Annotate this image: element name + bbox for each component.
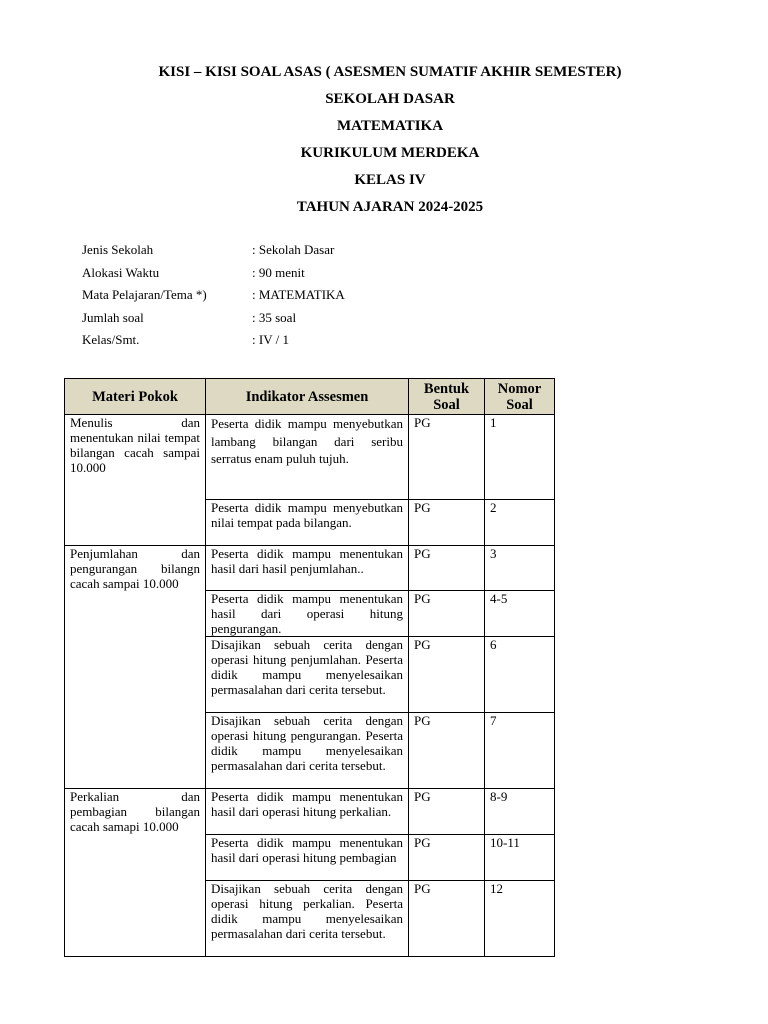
nomor-cell: 7 [485,713,555,789]
bentuk-cell: PG [409,415,485,500]
indikator-cell: Disajikan sebuah cerita dengan operasi hitung penjumlahan. Peserta didik mampu menyelesaikan permasalahan dari cerita tersebut. [206,637,409,713]
title-line: TAHUN AJARAN 2024-2025 [296,199,484,215]
materi-cell: Penjumlahan dan pengurangan bilangn cacah sampai 10.000 [65,546,206,789]
info-value: : MATEMATIKA [252,287,345,303]
info-value: : IV / 1 [252,332,289,348]
indikator-cell: Peserta didik mampu menentukan hasil dari operasi hitung perkalian. [206,789,409,835]
bentuk-cell: PG [409,500,485,546]
title-line: SEKOLAH DASAR [325,91,455,107]
table-row [65,546,555,591]
header-nomor-soal: Nomor Soal [485,379,555,415]
info-value: : Sekolah Dasar [252,242,335,257]
bentuk-cell: PG [409,713,485,789]
nomor-cell: 8-9 [485,789,555,835]
nomor-cell: 10-11 [485,835,555,881]
bentuk-cell: PG [409,591,485,637]
table-header-row [65,379,555,415]
header-materi-pokok: Materi Pokok [65,379,206,415]
bentuk-cell: PG [409,637,485,713]
info-label: Jumlah soal [82,309,144,325]
indikator-cell: Peserta didik mampu menentukan hasil dari operasi hitung pengurangan. [206,591,409,637]
nomor-cell: 12 [485,881,555,957]
table-row [65,789,555,835]
title-line: MATEMATIKA [336,118,444,134]
info-value: : 90 menit [252,264,305,280]
info-value: : 35 soal [252,309,297,325]
nomor-cell: 3 [485,546,555,591]
materi-cell: Perkalian dan pembagian bilangan cacah samapi 10.000 [65,789,206,957]
indikator-cell: Disajikan sebuah cerita dengan operasi hitung pengurangan. Peserta didik mampu menyelesaikan permasalahan dari cerita tersebut. [206,713,409,789]
bentuk-cell: PG [409,881,485,957]
title-line: KURIKULUM MERDEKA [300,145,480,161]
header-indikator-assesmen: Indikator Assesmen [206,379,409,415]
kisi-kisi-table [64,378,555,957]
info-label: Kelas/Smt. [82,332,140,348]
indikator-cell: Peserta didik mampu menentukan hasil dari operasi hitung pembagian [206,835,409,881]
bentuk-cell: PG [409,546,485,591]
nomor-cell: 6 [485,637,555,713]
indikator-cell: Peserta didik mampu menentukan hasil dari hasil penjumlahan.. [206,546,409,591]
bentuk-cell: PG [409,789,485,835]
info-label: Mata Pelajaran/Tema *) [82,287,207,303]
nomor-cell: 2 [485,500,555,546]
header-bentuk-soal: Bentuk Soal [409,379,485,415]
indikator-cell: Disajikan sebuah cerita dengan operasi hitung perkalian. Peserta didik mampu menyelesaikan permasalahan dari cerita tersebut. [206,881,409,957]
materi-cell: Menulis dan menentukan nilai tempat bilangan cacah sampai 10.000 [65,415,206,546]
info-label: Jenis Sekolah [82,242,154,257]
bentuk-cell: PG [409,835,485,881]
info-label: Alokasi Waktu [82,264,160,280]
table-row [65,415,555,500]
indikator-cell: Peserta didik mampu menyebutkan lambang bilangan dari seribu serratus enam puluh tujuh. [206,415,409,500]
nomor-cell: 1 [485,415,555,500]
document-title [0,60,768,222]
indikator-cell: Peserta didik mampu menyebutkan nilai tempat pada bilangan. [206,500,409,546]
title-line: KISI – KISI SOAL ASAS ( ASESMEN SUMATIF AKHIR SEMESTER) [158,64,622,80]
nomor-cell: 4-5 [485,591,555,637]
title-line: KELAS IV [354,172,426,188]
